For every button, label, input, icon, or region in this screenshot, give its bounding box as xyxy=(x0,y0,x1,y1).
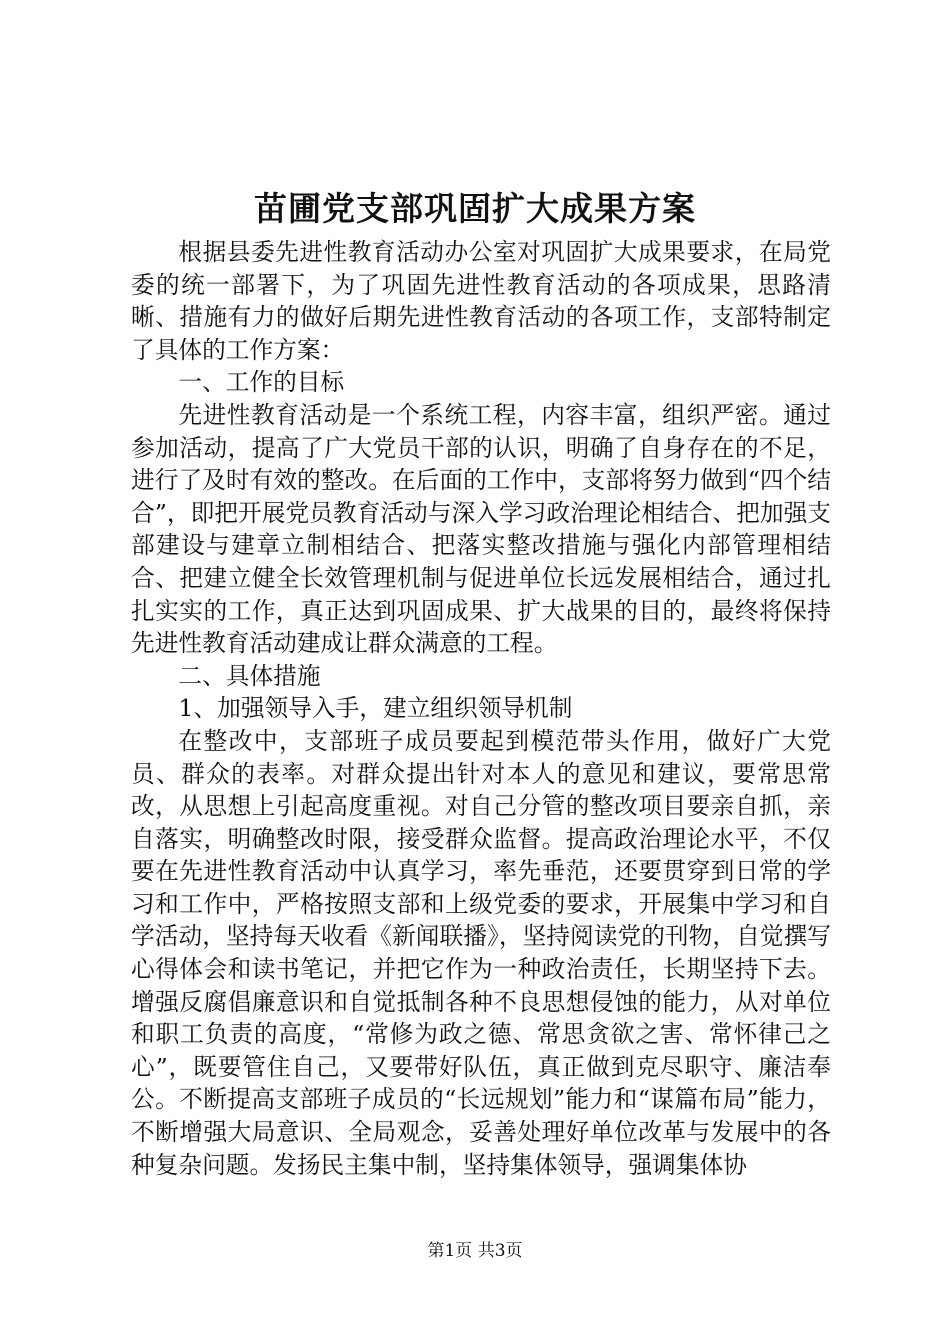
subheading-leadership: 1、加强领导入手，建立组织领导机制 xyxy=(178,694,573,723)
heading-work-goal: 一、工作的目标 xyxy=(178,368,345,397)
paragraph-goal: 先进性教育活动是一个系统工程，内容丰富，组织严密。通过参加活动，提高了广大党员干部的认识，明确了自身存在的不足，进行了及时有效的整改。在后面的工作中，支部将努力做到“四个结合”，即把开展党员教育活动与深入学习政治理论相结合、把加强支部建设与建章立制相结合、把落实整改措施与强化内部管理相结合、把建立健全长效管理机制与促进单位长远发展相结合，通过扎扎实实的工作，真正达到巩固成果、扩大战果的目的，最终将保持先进性教育活动建成让群众满意的工程。 xyxy=(131,400,831,658)
paragraph-intro: 根据县委先进性教育活动办公室对巩固扩大成果要求，在局党委的统一部署下，为了巩固先进性教育活动的各项成果，思路清晰、措施有力的做好后期先进性教育活动的各项工作，支部特制定了具体的工作方案： xyxy=(131,238,831,364)
paragraph-leadership: 在整改中，支部班子成员要起到模范带头作用，做好广大党员、群众的表率。对群众提出针对本人的意见和建议，要常思常改，从思想上引起高度重视。对自己分管的整改项目要亲自抓，亲自落实，明确整改时限，接受群众监督。提高政治理论水平，不仅要在先进性教育活动中认真学习，率先垂范，还要贯穿到日常的学习和工作中，严格按照支部和上级党委的要求，开展集中学习和自学活动，坚持每天收看《新闻联播》，坚持阅读党的刊物，自觉撰写心得体会和读书笔记，并把它作为一种政治责任，长期坚持下去。增强反腐倡廉意识和自觉抵制各种不良思想侵蚀的能力，从对单位和职工负责的高度，“常修为政之德、常思贪欲之害、常怀律己之心”，既要管住自己，又要带好队伍，真正做到克尽职守、廉洁奉公。不断提高支部班子成员的“长远规划”能力和“谋篇布局”能力，不断增强大局意识、全局观念，妥善处理好单位改革与发展中的各种复杂问题。发扬民主集中制，坚持集体领导，强调集体协 xyxy=(131,726,831,1179)
heading-specific-measures: 二、具体措施 xyxy=(178,661,321,690)
document-title: 苗圃党支部巩固扩大成果方案 xyxy=(254,189,696,228)
page-number-footer: 第1页 共3页 xyxy=(427,1241,523,1261)
document-body xyxy=(131,236,831,1181)
